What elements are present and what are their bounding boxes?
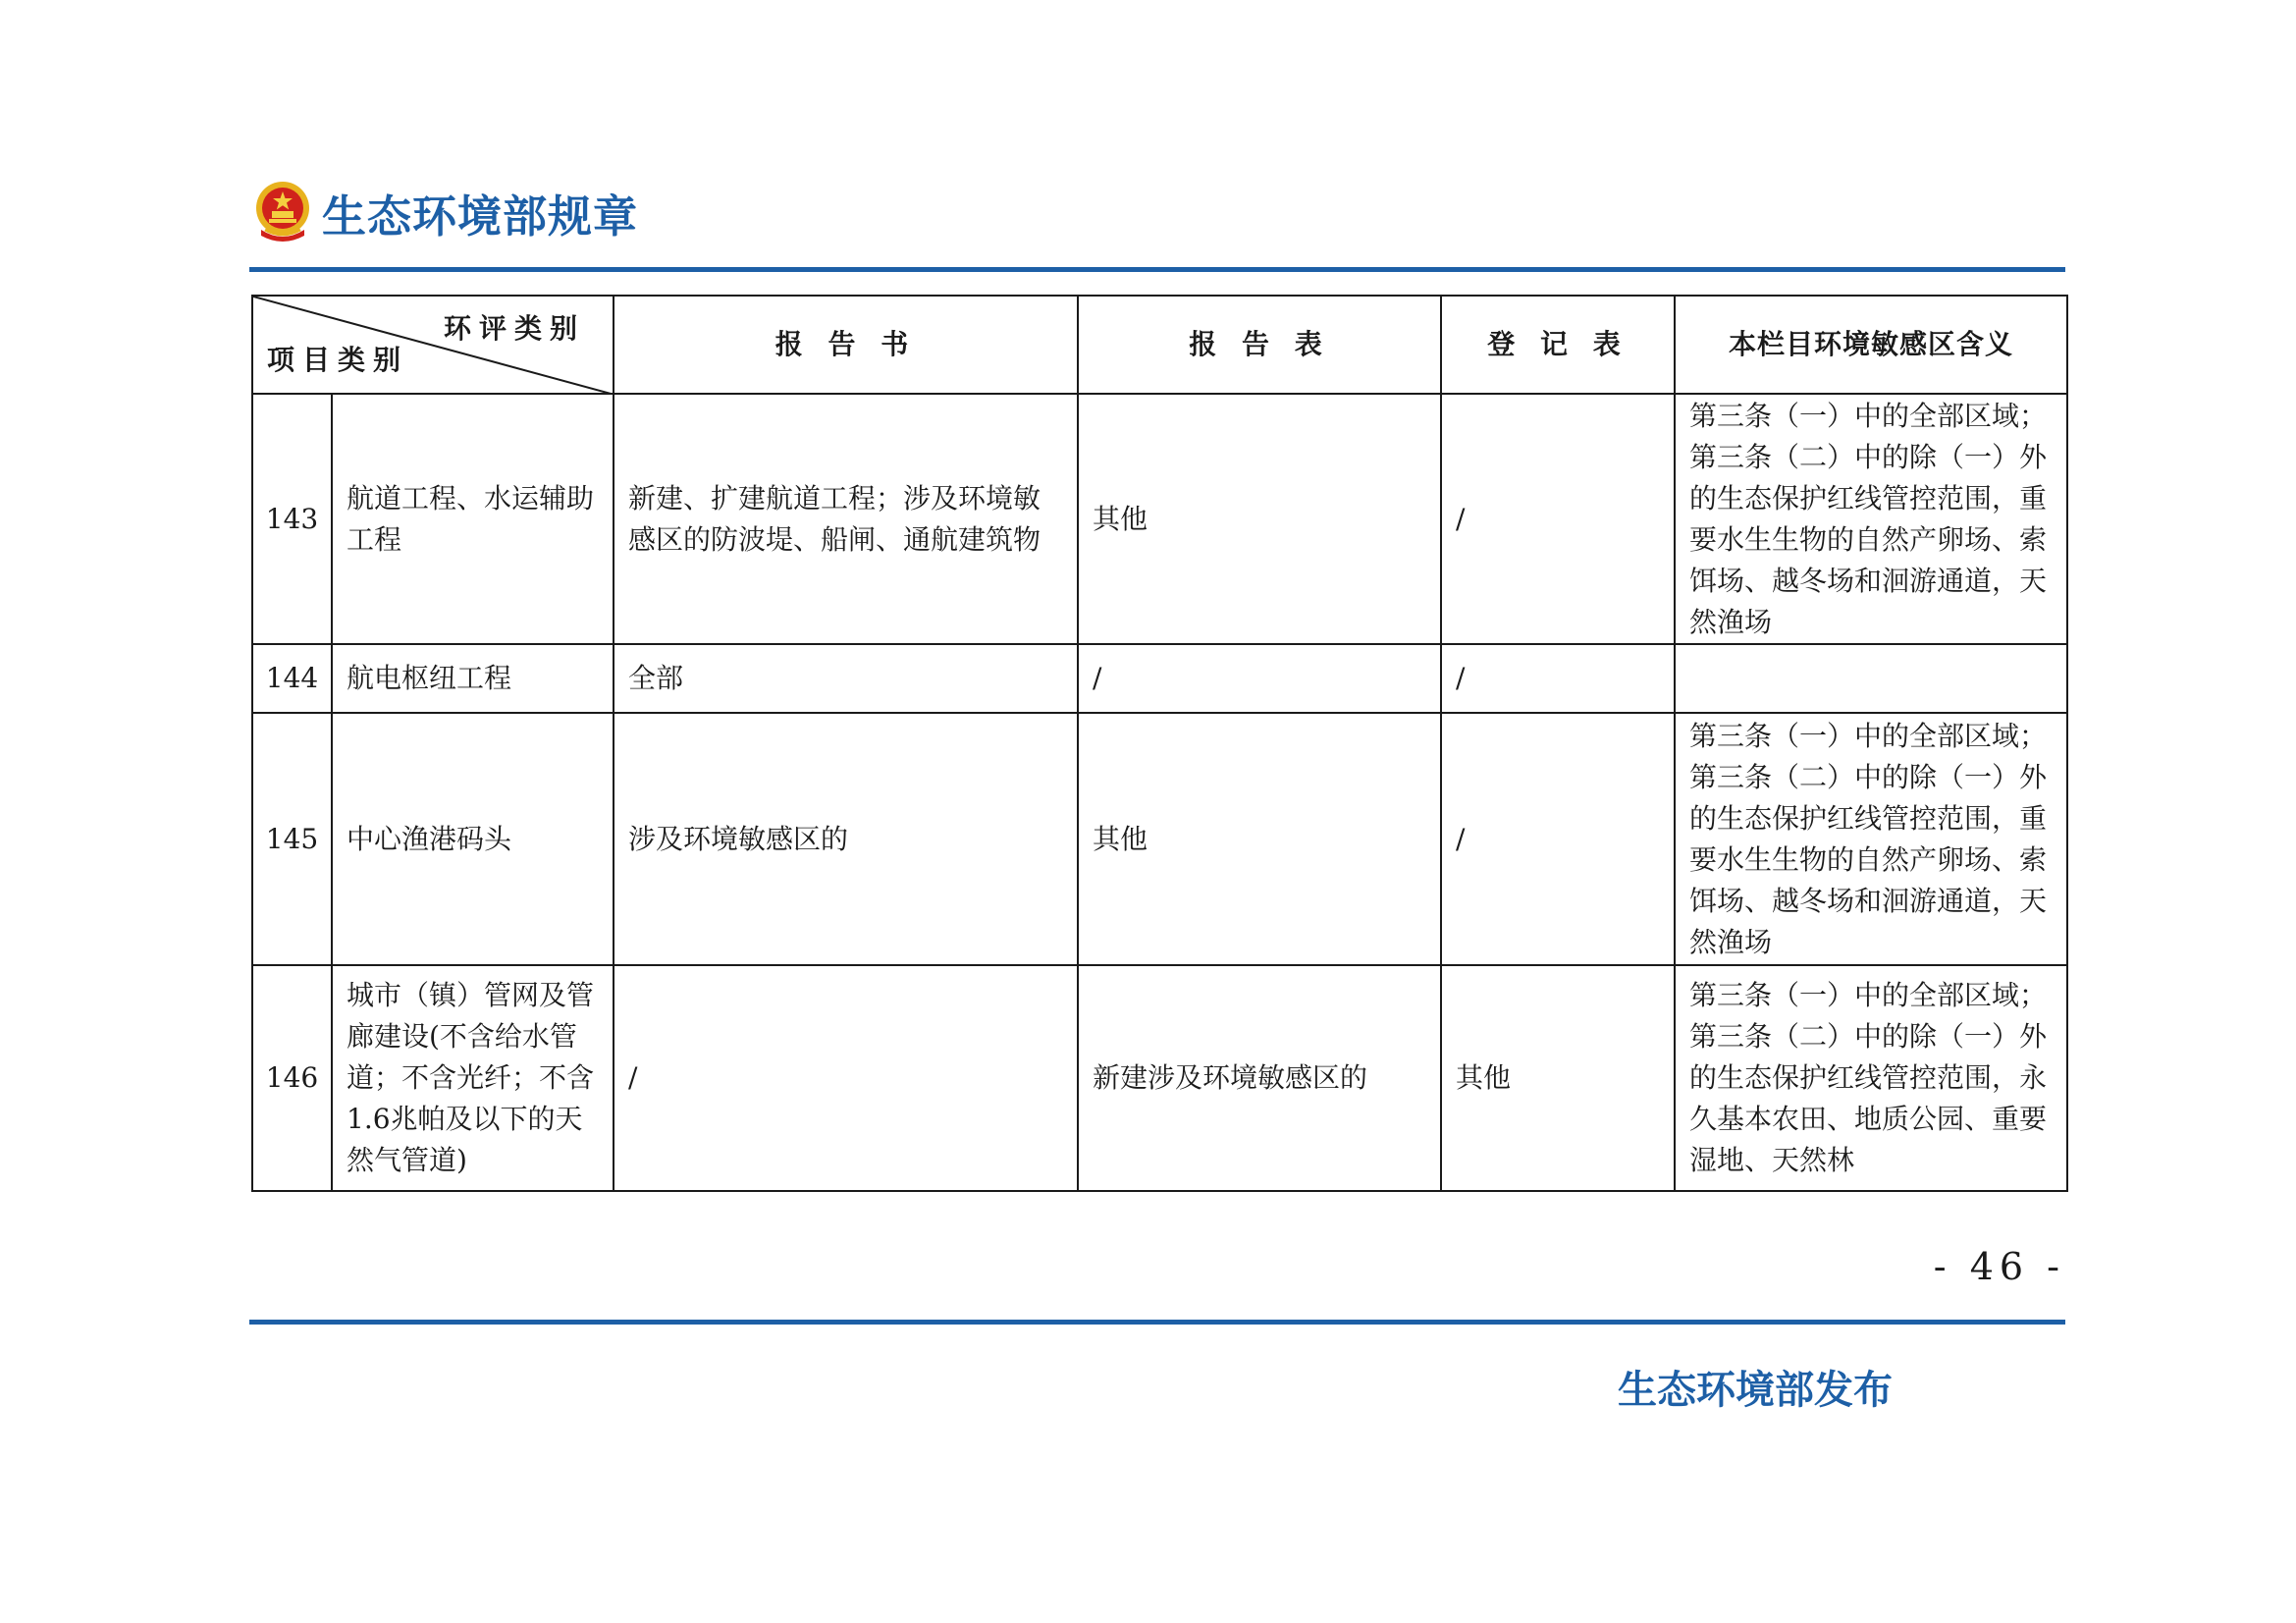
sensitive-area-meaning [1675, 644, 2067, 713]
publisher-label: 生态环境部发布 [1618, 1368, 1893, 1413]
table-header-row [252, 296, 2067, 394]
column-header-register-form: 登 记 表 [1441, 296, 1675, 394]
column-header-report: 报 告 书 [614, 296, 1078, 394]
report-requirement: 新建、扩建航道工程；涉及环境敏感区的防波堤、船闸、通航建筑物 [614, 394, 1078, 644]
header-title: 生态环境部规章 [322, 190, 639, 243]
report-form-requirement: 新建涉及环境敏感区的 [1078, 965, 1441, 1191]
sensitive-area-meaning: 第三条（一）中的全部区域；第三条（二）中的除（一）外的生态保护红线管控范围，重要水生生物的自然产卵场、索饵场、越冬场和洄游通道，天然渔场 [1675, 394, 2067, 644]
table-row [252, 644, 2067, 713]
report-form-requirement: 其他 [1078, 713, 1441, 965]
table-row [252, 394, 2067, 644]
corner-label-project-category: 项目类别 [267, 344, 409, 376]
row-number: 144 [252, 644, 332, 713]
project-category: 航电枢纽工程 [332, 644, 614, 713]
register-form-requirement: / [1441, 644, 1675, 713]
register-form-requirement: 其他 [1441, 965, 1675, 1191]
sensitive-area-meaning: 第三条（一）中的全部区域；第三条（二）中的除（一）外的生态保护红线管控范围，重要水生生物的自然产卵场、索饵场、越冬场和洄游通道，天然渔场 [1675, 713, 2067, 965]
report-requirement: 涉及环境敏感区的 [614, 713, 1078, 965]
project-category: 城市（镇）管网及管廊建设(不含给水管道；不含光纤；不含1.6兆帕及以下的天然气管道) [332, 965, 614, 1191]
report-form-requirement: 其他 [1078, 394, 1441, 644]
column-header-report-form: 报 告 表 [1078, 296, 1441, 394]
report-requirement: / [614, 965, 1078, 1191]
project-category: 中心渔港码头 [332, 713, 614, 965]
row-number: 146 [252, 965, 332, 1191]
eia-category-table [251, 295, 2068, 1192]
register-form-requirement: / [1441, 394, 1675, 644]
register-form-requirement: / [1441, 713, 1675, 965]
national-emblem-icon [253, 179, 312, 243]
header-rule [249, 267, 2065, 272]
column-header-sensitive-area-meaning: 本栏目环境敏感区含义 [1675, 296, 2067, 394]
report-form-requirement: / [1078, 644, 1441, 713]
table-row [252, 965, 2067, 1191]
corner-header-cell [252, 296, 614, 394]
project-category: 航道工程、水运辅助工程 [332, 394, 614, 644]
row-number: 145 [252, 713, 332, 965]
sensitive-area-meaning: 第三条（一）中的全部区域；第三条（二）中的除（一）外的生态保护红线管控范围，永久基本农田、地质公园、重要湿地、天然林 [1675, 965, 2067, 1191]
page-number: - 46 - [1933, 1245, 2065, 1288]
footer-rule [249, 1320, 2065, 1325]
corner-label-eia-category: 环评类别 [443, 312, 585, 345]
table-row [252, 713, 2067, 965]
report-requirement: 全部 [614, 644, 1078, 713]
row-number: 143 [252, 394, 332, 644]
page-header [251, 173, 2065, 275]
